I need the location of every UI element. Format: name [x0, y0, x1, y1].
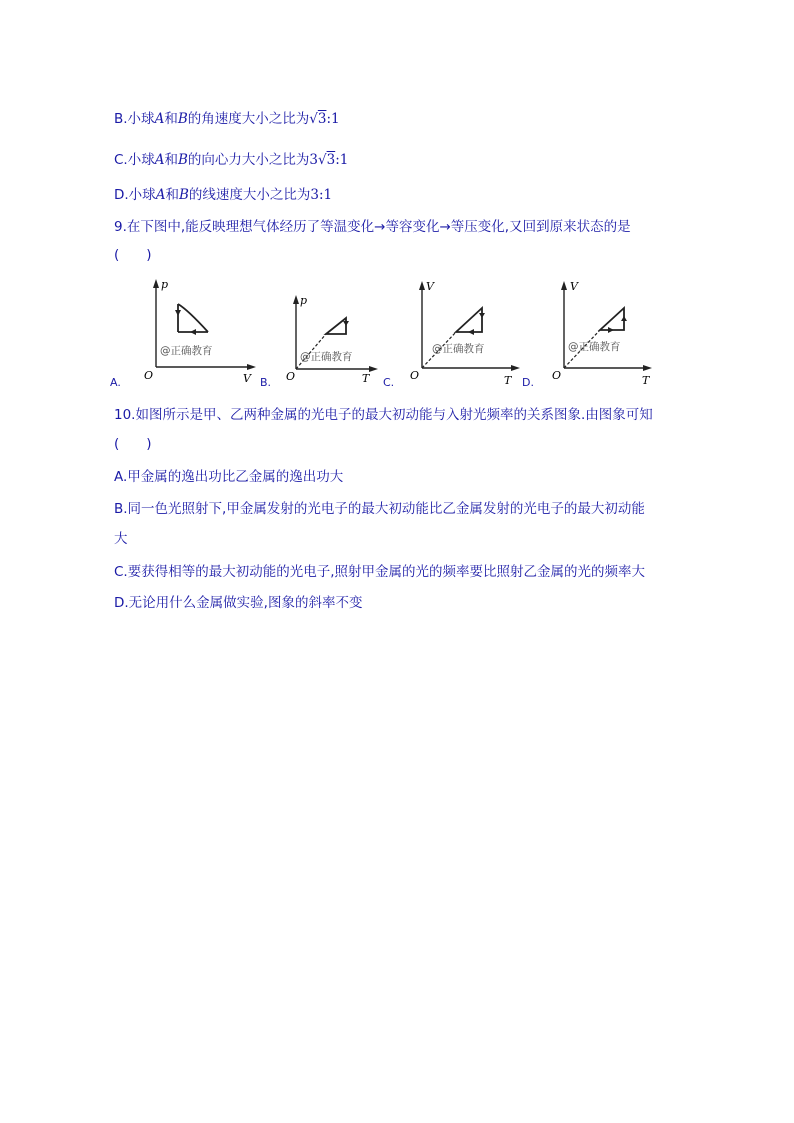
question-9-stem: 9.在下图中,能反映理想气体经历了等温变化→等容变化→等压变化,又回到原来状态的是 — [114, 219, 631, 235]
graph-a-arrow-2 — [190, 329, 196, 335]
graph-c — [383, 280, 520, 389]
ball-a-symbol: A — [155, 187, 166, 203]
graph-d-x-arrow — [643, 365, 652, 371]
question-10-option-b-line1: B.同一色光照射下,甲金属发射的光电子的最大初动能比乙金属发射的光电子的最大初动能 — [114, 501, 645, 517]
conjunction: 和 — [164, 152, 178, 168]
graph-c-watermark: @正确教育 — [432, 343, 485, 355]
ball-a-symbol: A — [154, 152, 165, 168]
option-b-prefix: B.小球 — [114, 111, 155, 127]
graph-c-origin: O — [410, 369, 420, 382]
graph-b-arrow — [343, 321, 349, 326]
graph-a-arrow-1 — [175, 310, 181, 316]
graph-c-x-arrow — [511, 365, 520, 371]
sqrt-arg: 3 — [317, 111, 327, 127]
graph-d-triangle — [600, 308, 624, 330]
graph-c-arrow-2 — [468, 329, 474, 335]
question-9-figure — [110, 272, 670, 392]
graph-a-option: A. — [110, 376, 121, 389]
graph-b-y-label: p — [300, 294, 308, 307]
question-10-option-c: C.要获得相等的最大初动能的光电子,照射甲金属的光的频率要比照射乙金属的光的频率大 — [114, 564, 646, 580]
sqrt-expression: √3 — [309, 111, 327, 127]
graph-d-watermark: @正确教育 — [568, 341, 621, 353]
conjunction: 和 — [164, 111, 178, 127]
graph-d-origin: O — [552, 369, 562, 382]
graph-b — [260, 294, 378, 389]
sqrt-expression: √3 — [317, 152, 336, 168]
graph-c-arrow-1 — [479, 313, 485, 318]
graph-d-y-label: V — [570, 280, 578, 293]
option-c-prefix: C.小球 — [114, 152, 155, 168]
option-b-prev — [114, 110, 340, 128]
graph-b-x-label: T — [362, 372, 370, 385]
graph-a — [110, 278, 256, 389]
graph-c-y-label: V — [426, 280, 434, 293]
option-d-prev — [114, 186, 332, 204]
ball-b-symbol: B — [177, 111, 188, 127]
conjunction: 和 — [165, 187, 179, 203]
ball-b-symbol: B — [178, 187, 189, 203]
question-10-paren: ( ) — [114, 436, 152, 452]
question-9-paren: ( ) — [114, 247, 152, 263]
graph-a-y-arrow — [153, 279, 159, 288]
ratio: 3:1 — [310, 187, 333, 203]
graph-a-x-arrow — [247, 364, 256, 370]
question-10-stem: 10.如图所示是甲、乙两种金属的光电子的最大初动能与入射光频率的关系图象.由图象可知 — [114, 407, 653, 423]
graph-b-option: B. — [260, 376, 272, 389]
graph-d-arrow-2 — [608, 327, 614, 333]
graph-c-y-arrow — [419, 281, 425, 290]
graph-d — [522, 280, 652, 389]
option-b-text: 的角速度大小之比为 — [187, 111, 310, 127]
graph-c-option: C. — [383, 376, 395, 389]
sqrt-arg: 3 — [326, 152, 336, 168]
graph-d-option: D. — [522, 376, 534, 389]
graph-d-y-arrow — [561, 281, 567, 290]
question-10-option-a: A.甲金属的逸出功比乙金属的逸出功大 — [114, 469, 344, 485]
option-d-text: 的线速度大小之比为 — [188, 187, 311, 203]
ball-a-symbol: A — [154, 111, 165, 127]
graph-b-watermark: @正确教育 — [300, 351, 353, 363]
graph-b-y-arrow — [293, 295, 299, 304]
graph-d-x-label: T — [642, 374, 650, 387]
graph-a-x-label: V — [243, 372, 251, 385]
graph-b-origin: O — [286, 370, 296, 383]
question-10-option-b-line2: 大 — [114, 531, 128, 547]
option-c-prev — [114, 151, 348, 169]
graph-b-x-arrow — [369, 366, 378, 372]
option-d-prefix: D.小球 — [114, 187, 156, 203]
question-10-option-d: D.无论用什么金属做实验,图象的斜率不变 — [114, 595, 363, 611]
pvt-graphs-svg — [110, 272, 670, 392]
graph-d-arrow-1 — [621, 316, 627, 321]
graph-a-y-label: p — [161, 278, 169, 291]
ball-b-symbol: B — [177, 152, 188, 168]
option-c-text: 的向心力大小之比为 — [187, 152, 310, 168]
graph-b-triangle — [326, 318, 346, 334]
graph-a-watermark: @正确教育 — [160, 345, 213, 357]
ratio-tail: :1 — [335, 152, 349, 168]
graph-a-curve — [178, 304, 208, 332]
coefficient: 3 — [309, 152, 318, 168]
graph-a-origin: O — [144, 369, 154, 382]
graph-c-x-label: T — [504, 374, 512, 387]
graph-c-triangle — [456, 308, 482, 332]
ratio-tail: :1 — [326, 111, 340, 127]
